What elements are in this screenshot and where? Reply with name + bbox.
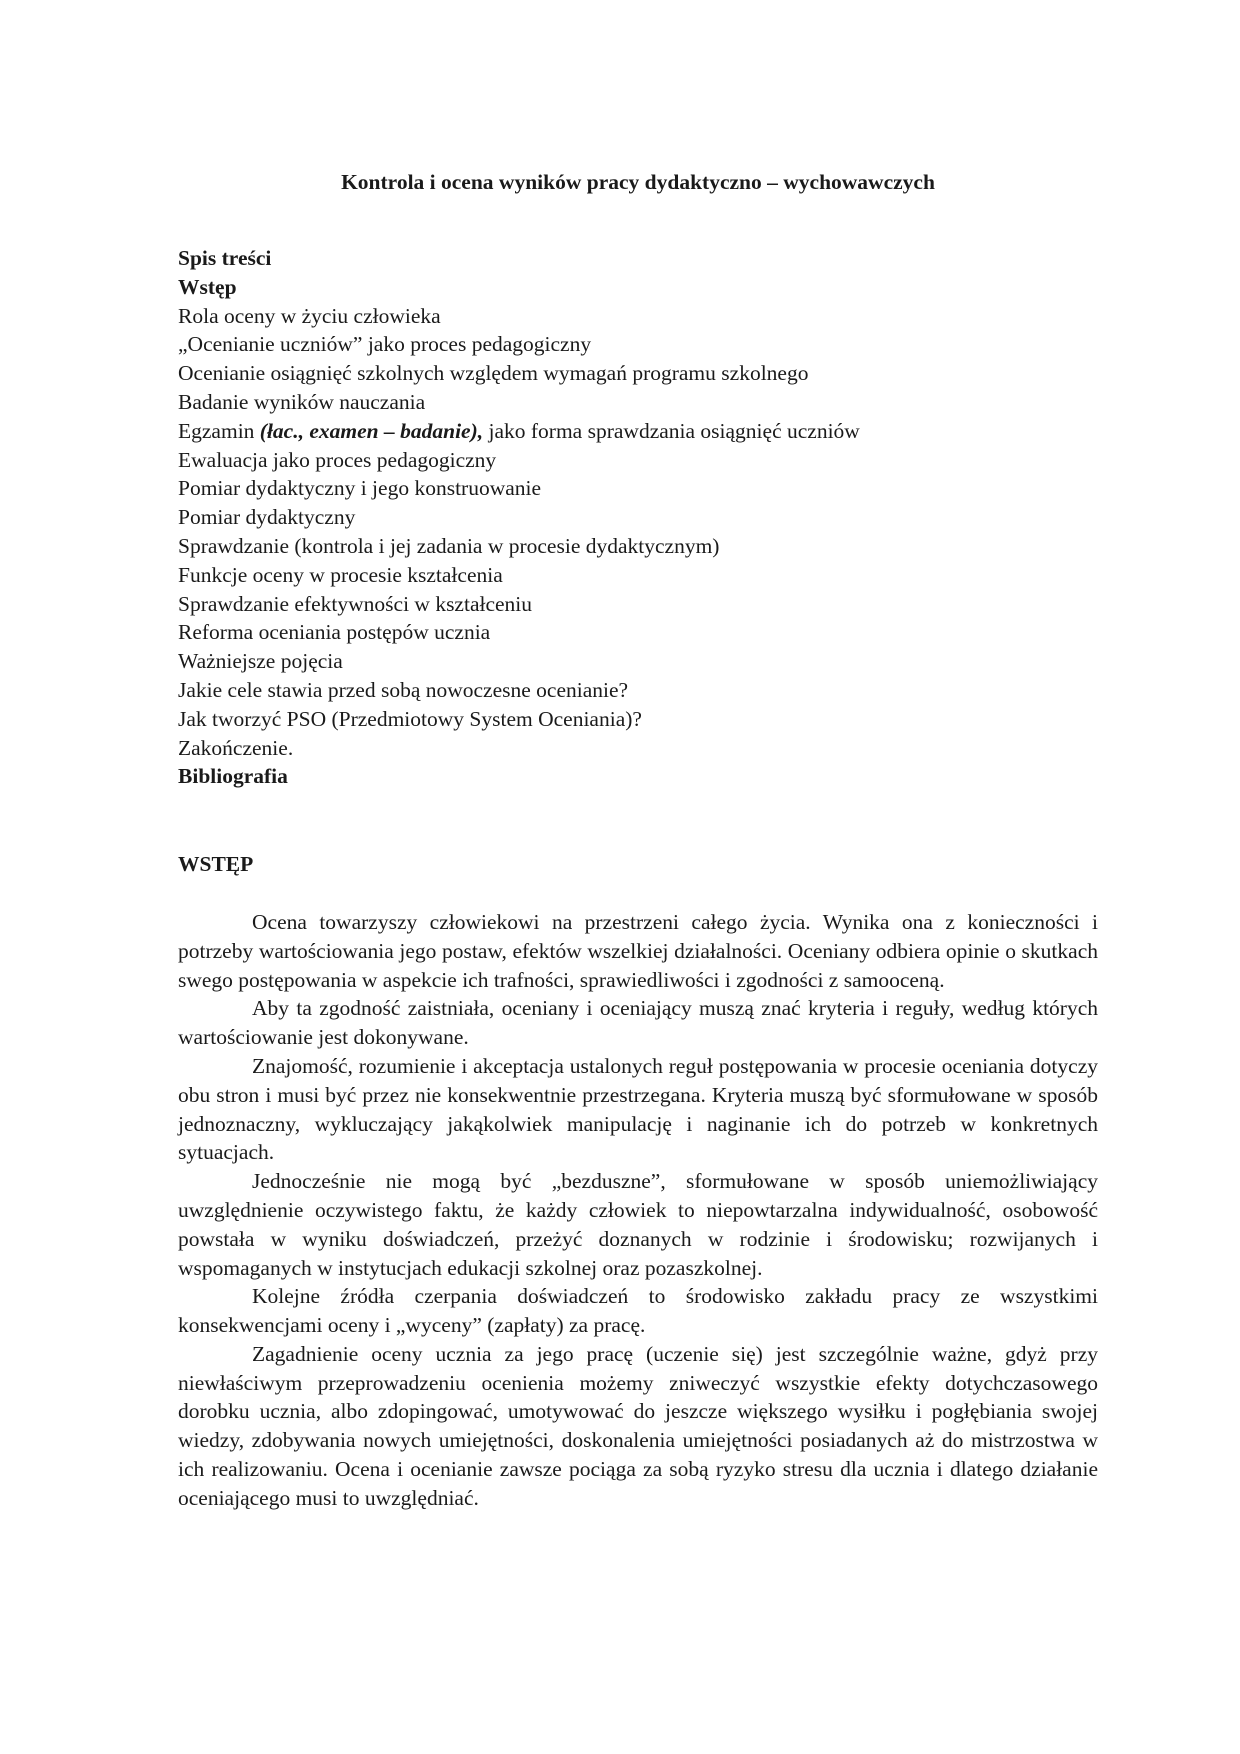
toc-item: Jak tworzyć PSO (Przedmiotowy System Oceniania)?: [178, 706, 642, 731]
paragraph: Aby ta zgodność zaistniała, oceniany i oceniający muszą znać kryteria i reguły, według których wartościowanie jest dokonywane.: [178, 996, 1098, 1050]
document-title: Kontrola i ocena wyników pracy dydaktyczno – wychowawczych: [341, 170, 935, 194]
toc-item-bibliography: Bibliografia: [178, 764, 288, 789]
table-of-contents: [178, 244, 1098, 791]
paragraph: Zagadnienie oceny ucznia za jego pracę (uczenie się) jest szczególnie ważne, gdyż przy niewłaściwym przeprowadzeniu ocenienia możemy zniweczyć wszystkie efekty dotychczasowego dorobku ucznia, albo zdopingować, umotywować do jeszcze większego wysiłku i pogłębiania swojej wiedzy, zdobywania nowych umiejętności, doskonalenia umiejętności posiadanych aż do mistrzostwa w ich realizowaniu. Ocena i ocenianie zawsze pociąga za sobą ryzyko stresu dla ucznia i dlatego działanie oceniającego musi to uwzględniać.: [178, 1341, 1098, 1510]
toc-item: Funkcje oceny w procesie kształcenia: [178, 562, 503, 587]
toc-item-egzamin-suffix: jako forma sprawdzania osiągnięć uczniów: [483, 418, 860, 443]
toc-item-egzamin-prefix: Egzamin: [178, 418, 260, 443]
paragraph: Znajomość, rozumienie i akceptacja ustalonych reguł postępowania w procesie oceniania dotyczy obu stron i musi być przez nie konsekwentnie przestrzegana. Kryteria muszą być sformułowane w sposób jednoznaczny, wykluczający jakąkolwiek manipulację i naginanie ich do potrzeb w konkretnych sytuacjach.: [178, 1053, 1098, 1165]
toc-item: Rola oceny w życiu człowieka: [178, 303, 441, 328]
toc-item: Jakie cele stawia przed sobą nowoczesne ocenianie?: [178, 677, 629, 702]
toc-item: Ważniejsze pojęcia: [178, 649, 343, 674]
section-body: [178, 908, 1098, 1513]
toc-item-intro: Wstęp: [178, 274, 237, 299]
toc-item: Sprawdzanie (kontrola i jej zadania w procesie dydaktycznym): [178, 533, 720, 558]
toc-item: Ocenianie osiągnięć szkolnych względem wymagań programu szkolnego: [178, 361, 809, 386]
paragraph: Jednocześnie nie mogą być „bezduszne”, sformułowane w sposób uniemożliwiający uwzględnienie oczywistego faktu, że każdy człowiek to niepowtarzalna indywidualność, osobowość powstała w wyniku doświadczeń, przeżyć doznanych w rodzinie i środowisku; rozwijanych i wspomaganych w instytucjach edukacji szkolnej oraz pozaszkolnej.: [178, 1169, 1098, 1280]
section-heading: WSTĘP: [178, 852, 254, 877]
toc-item: Sprawdzanie efektywności w kształceniu: [178, 591, 533, 616]
paragraph: Ocena towarzyszy człowiekowi na przestrzeni całego życia. Wynika ona z konieczności i potrzeby wartościowania jego postaw, efektów wszelkiej działalności. Oceniany odbiera opinie o skutkach swego postępowania w aspekcie ich trafności, sprawiedliwości i zgodności z samooceną.: [178, 909, 1098, 992]
toc-item-egzamin: [178, 417, 1098, 446]
toc-item: Reforma oceniania postępów ucznia: [178, 620, 491, 645]
toc-item: „Ocenianie uczniów” jako proces pedagogiczny: [178, 332, 592, 357]
toc-item-egzamin-etymology: (łac., examen – badanie),: [259, 418, 484, 443]
toc-item: Zakończenie.: [178, 735, 294, 760]
toc-item: Ewaluacja jako proces pedagogiczny: [178, 447, 497, 472]
document-page: [178, 168, 1098, 1513]
paragraph: Kolejne źródła czerpania doświadczeń to środowisko zakładu pracy ze wszystkimi konsekwencjami oceny i „wyceny” (zapłaty) za pracę.: [178, 1284, 1098, 1338]
toc-item: Badanie wyników nauczania: [178, 389, 426, 414]
toc-item: Pomiar dydaktyczny i jego konstruowanie: [178, 476, 542, 501]
toc-heading: Spis treści: [178, 246, 272, 270]
toc-item: Pomiar dydaktyczny: [178, 505, 356, 530]
